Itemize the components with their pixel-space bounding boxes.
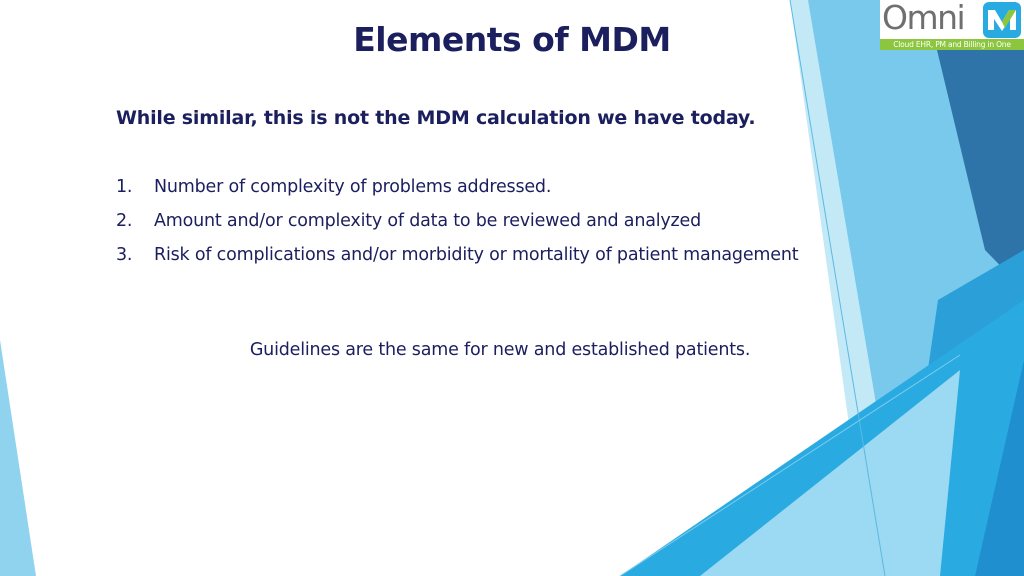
list-item [116,174,798,208]
slide-title: Elements of MDM [353,20,671,59]
omnimd-logo [880,0,1024,50]
list-item-number: 2. [116,211,133,231]
list-item-text: Risk of complications and/or morbidity or mortality of patient management [154,245,799,265]
logo-tagline: Cloud EHR, PM and Billing in One [880,39,1024,50]
list-item-number: 1. [116,177,133,197]
logo-wordmark: Omni [882,0,965,37]
mdm-elements-list [116,174,798,276]
slide-subtitle: While similar, this is not the MDM calculation we have today. [116,107,756,129]
list-item-text: Number of complexity of problems addressed. [154,177,552,197]
list-item-number: 3. [116,245,133,265]
list-item-text: Amount and/or complexity of data to be reviewed and analyzed [154,211,702,231]
guidelines-note: Guidelines are the same for new and established patients. [249,340,751,360]
bg-shape-left-sliver [0,340,36,576]
list-item [116,242,798,276]
list-item [116,208,798,242]
logo-md-mark-icon [983,2,1021,38]
